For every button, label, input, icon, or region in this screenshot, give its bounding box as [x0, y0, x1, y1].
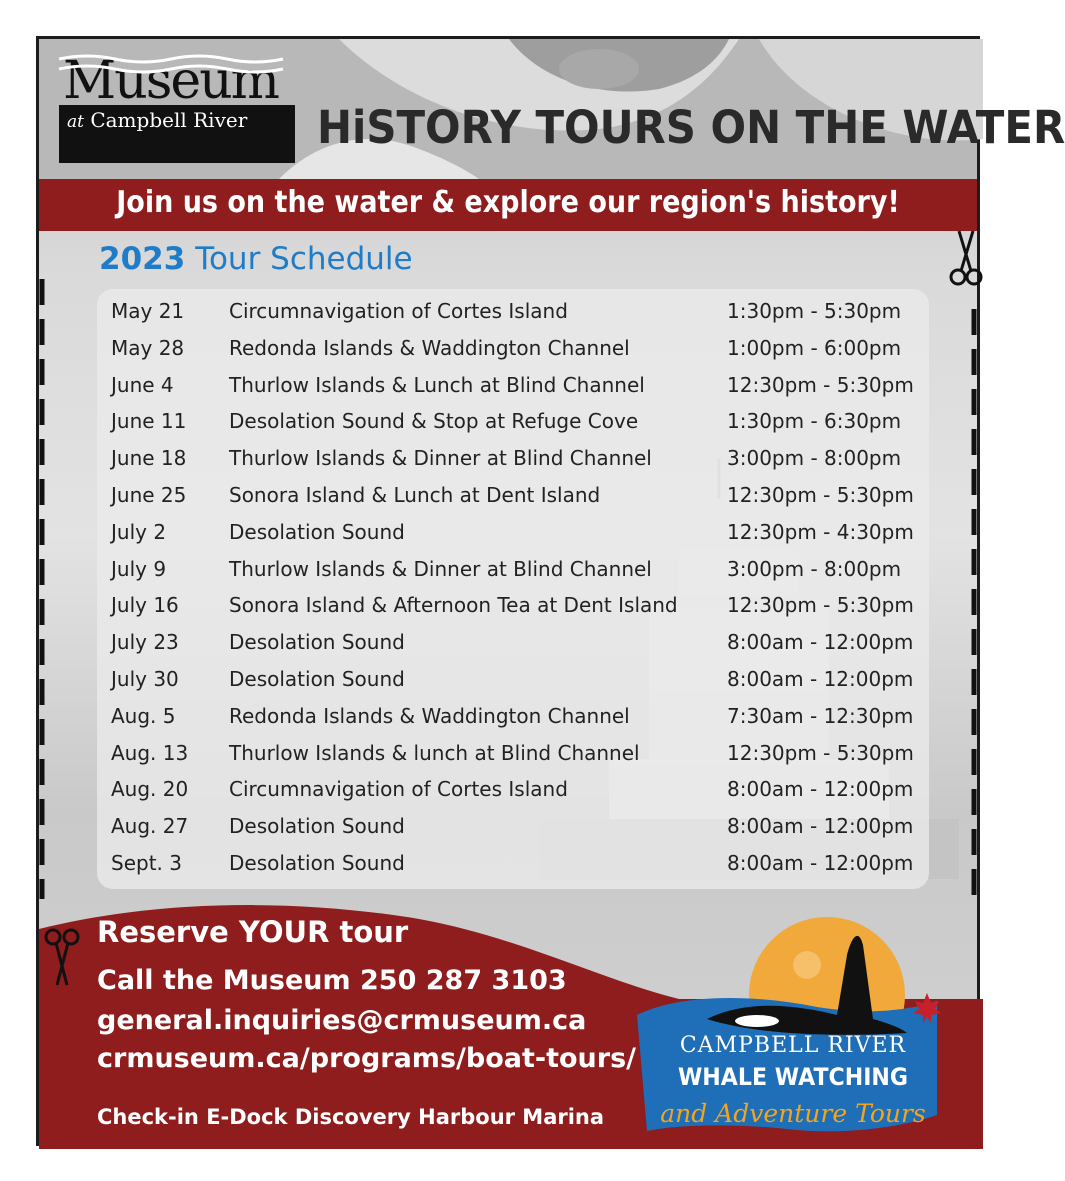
- row-tour: Desolation Sound: [229, 814, 405, 839]
- schedule-row: [111, 299, 921, 335]
- row-tour: Thurlow Islands & Dinner at Blind Channel: [229, 556, 652, 581]
- row-time: 12:30pm - 5:30pm: [727, 740, 914, 765]
- row-date: July 16: [111, 593, 179, 618]
- row-tour: Sonora Island & Lunch at Dent Island: [229, 483, 601, 507]
- schedule-row: [111, 704, 921, 740]
- schedule-row: [111, 851, 921, 887]
- row-tour: Circumnavigation of Cortes Island: [229, 299, 568, 323]
- schedule-row: [111, 520, 921, 556]
- partner-name-line1: CAMPBELL RIVER: [679, 1033, 907, 1058]
- row-time: 8:00am - 12:00pm: [727, 630, 914, 655]
- scissors-icon: [43, 927, 83, 987]
- row-date: June 25: [111, 483, 187, 507]
- logo-subtitle: [67, 107, 291, 135]
- schedule-heading-label: Tour Schedule: [195, 241, 413, 277]
- row-time: 8:00am - 12:00pm: [727, 777, 914, 802]
- schedule-row: [111, 446, 921, 482]
- tagline: Join us on the water & explore our region's history!: [116, 185, 900, 220]
- row-time: 3:00pm - 8:00pm: [727, 556, 902, 581]
- row-time: 1:30pm - 5:30pm: [727, 299, 902, 323]
- partner-name-line3: and Adventure Tours: [660, 1099, 926, 1128]
- checkin-text: Check-in E-Dock Discovery Harbour Marina: [97, 1105, 605, 1129]
- row-date: July 9: [111, 556, 167, 581]
- schedule-row: [111, 593, 921, 629]
- waves-icon: [59, 53, 283, 75]
- row-time: 12:30pm - 5:30pm: [727, 372, 914, 397]
- logo-wordmark: Museum: [63, 51, 278, 111]
- schedule-row: [111, 667, 921, 703]
- row-date: May 28: [111, 335, 185, 360]
- row-tour: Circumnavigation of Cortes Island: [229, 777, 568, 802]
- row-tour: Thurlow Islands & lunch at Blind Channel: [229, 740, 640, 765]
- schedule-heading: [99, 241, 413, 277]
- row-tour: Desolation Sound & Stop at Refuge Cove: [229, 409, 639, 434]
- row-time: 12:30pm - 5:30pm: [727, 483, 914, 507]
- schedule-row: [111, 741, 921, 777]
- logo-sub-at: at: [67, 112, 84, 132]
- row-time: 1:00pm - 6:00pm: [727, 335, 902, 360]
- row-time: 8:00am - 12:00pm: [727, 667, 914, 691]
- schedule-table: [97, 289, 929, 889]
- row-date: Aug. 27: [111, 814, 189, 839]
- schedule-row: [111, 814, 921, 850]
- row-date: Aug. 5: [111, 703, 176, 728]
- row-tour: Redonda Islands & Waddington Channel: [229, 335, 630, 360]
- row-time: 12:30pm - 4:30pm: [727, 519, 914, 544]
- row-time: 8:00am - 12:00pm: [727, 814, 914, 839]
- row-time: 8:00am - 12:00pm: [727, 851, 914, 875]
- row-time: 3:00pm - 8:00pm: [727, 446, 902, 471]
- logo-sub-place: Campbell River: [90, 108, 248, 132]
- schedule-row: [111, 557, 921, 593]
- page-title: HiSTORY TOURS ON THE WATER: [317, 101, 1065, 154]
- schedule-row: [111, 777, 921, 813]
- row-tour: Redonda Islands & Waddington Channel: [229, 703, 630, 728]
- schedule-row: [111, 409, 921, 445]
- row-time: 12:30pm - 5:30pm: [727, 593, 914, 618]
- row-tour: Desolation Sound: [229, 851, 405, 875]
- schedule-row: [111, 336, 921, 372]
- schedule-row: [111, 630, 921, 666]
- row-date: Aug. 20: [111, 777, 189, 802]
- phone-text: Call the Museum 250 287 3103: [97, 965, 567, 996]
- row-tour: Thurlow Islands & Dinner at Blind Channel: [229, 446, 652, 471]
- row-tour: Thurlow Islands & Lunch at Blind Channel: [229, 372, 645, 397]
- row-date: Aug. 13: [111, 740, 189, 765]
- scissors-icon: [949, 229, 983, 289]
- whale-watching-logo: [637, 915, 937, 1135]
- row-date: May 21: [111, 299, 185, 323]
- reserve-heading: Reserve YOUR tour: [97, 915, 409, 949]
- museum-logo: [59, 53, 295, 165]
- row-tour: Desolation Sound: [229, 630, 405, 655]
- row-date: Sept. 3: [111, 851, 182, 875]
- row-time: 7:30am - 12:30pm: [727, 703, 914, 728]
- row-tour: Desolation Sound: [229, 667, 405, 691]
- row-date: June 11: [111, 409, 187, 434]
- row-tour: Desolation Sound: [229, 519, 405, 544]
- cut-line-left: [39, 279, 45, 899]
- partner-name-line2: WHALE WATCHING: [677, 1063, 909, 1091]
- row-time: 1:30pm - 6:30pm: [727, 409, 902, 434]
- header-band: [39, 39, 1065, 179]
- schedule-row: [111, 373, 921, 409]
- schedule-row: [111, 483, 921, 519]
- row-tour: Sonora Island & Afternoon Tea at Dent Island: [229, 593, 678, 618]
- cut-line-right: [971, 309, 977, 909]
- row-date: June 4: [111, 372, 174, 397]
- tagline-band: [39, 179, 977, 231]
- schedule-year: 2023: [99, 241, 186, 277]
- row-date: July 30: [111, 667, 179, 691]
- website-link[interactable]: crmuseum.ca/programs/boat-tours/: [97, 1043, 637, 1074]
- tour-schedule-ad: [36, 36, 1065, 1146]
- row-date: July 2: [111, 519, 167, 544]
- row-date: July 23: [111, 630, 179, 655]
- row-date: June 18: [111, 446, 187, 471]
- email-link[interactable]: general.inquiries@crmuseum.ca: [97, 1005, 587, 1036]
